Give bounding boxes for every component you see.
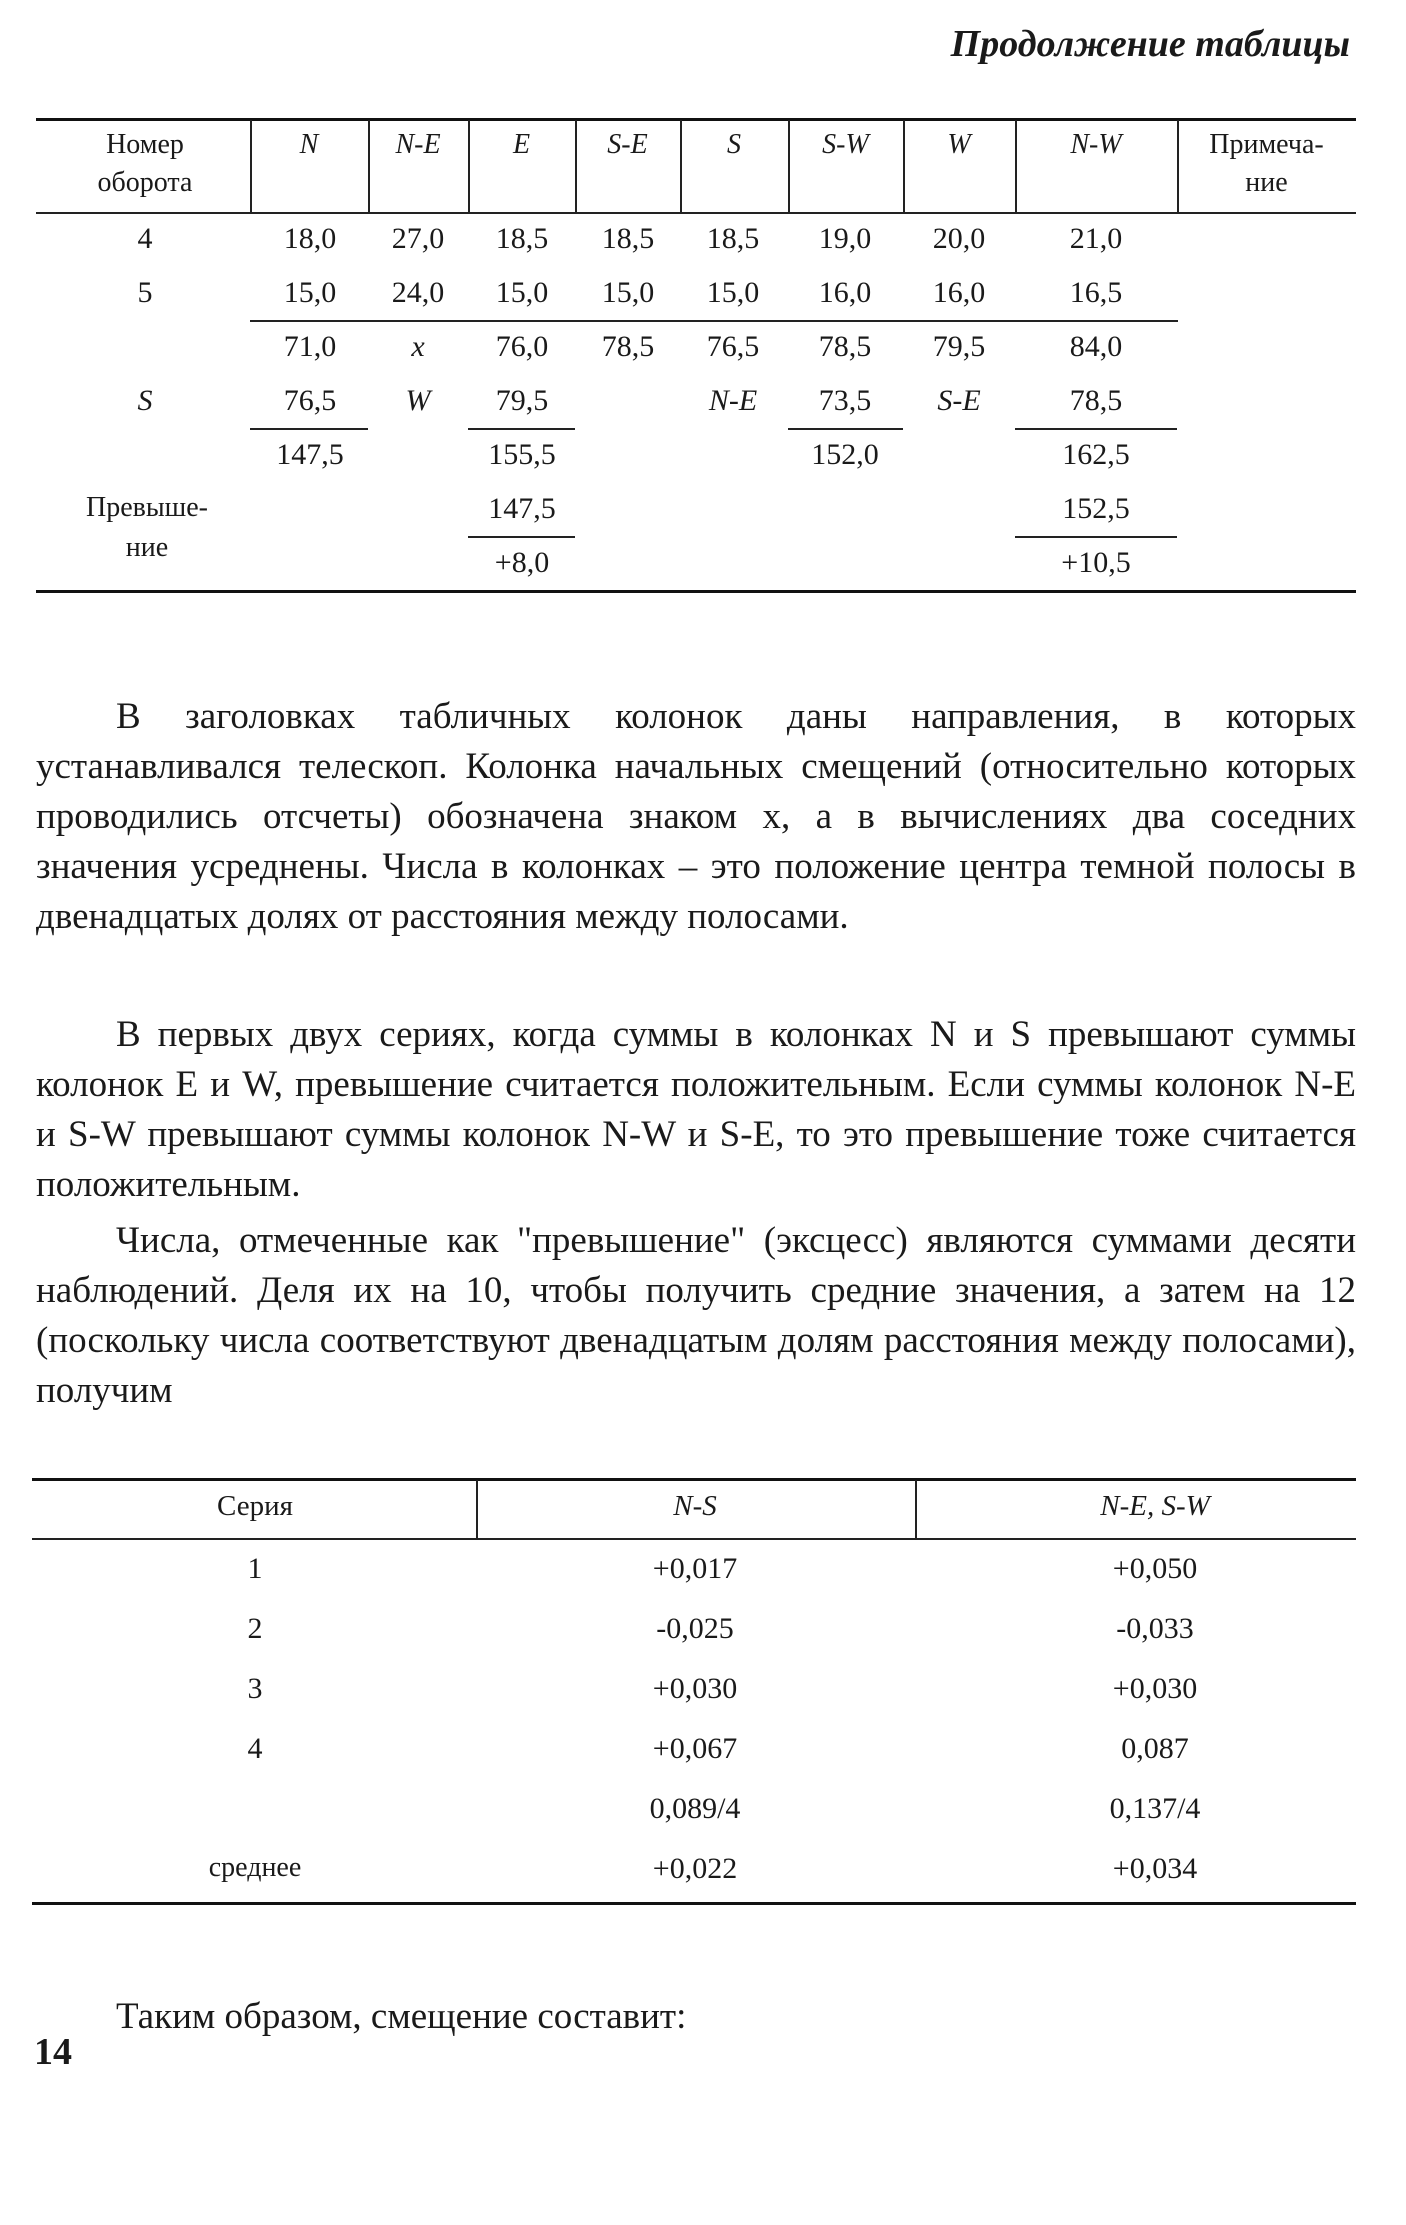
cell-se: 15,0 (601, 276, 655, 309)
cell-ns: 0,089/4 (649, 1792, 741, 1825)
cell-nw: 21,0 (1069, 222, 1123, 255)
sum-rule (250, 428, 368, 430)
cell-nw: 16,5 (1069, 276, 1123, 309)
table-header-border (32, 1538, 1356, 1540)
sum-rule (1015, 428, 1177, 430)
cell-w: 20,0 (932, 222, 986, 255)
cell-w: S-E (937, 384, 981, 417)
row-label: S (137, 384, 153, 417)
sum-rule (250, 320, 1178, 322)
paragraph-sign-rule: В первых двух сериях, когда суммы в колонках N и S превышают суммы колонок E и W, превышение считается положительным. Если суммы колонок N-E и S-W превышают суммы колонок N-W и S-E, то это превышение тоже считается положительным. (36, 1014, 1356, 1205)
header-ne-sw: N-E, S-W (1100, 1490, 1210, 1522)
table-continuation-caption: Продолжение таблицы (950, 23, 1350, 65)
header-se: S-E (607, 129, 648, 160)
header-e: E (512, 129, 531, 160)
table-top-border (32, 1478, 1356, 1481)
col-separator (915, 1480, 917, 1538)
cell-sw: 19,0 (818, 222, 872, 255)
page-number: 14 (34, 2031, 72, 2073)
cell-ns: +0,017 (652, 1552, 738, 1585)
table-top-border (36, 118, 1356, 121)
cell-series: 1 (247, 1552, 263, 1585)
cell-ns: -0,025 (656, 1612, 734, 1645)
cell-ns: +0,022 (652, 1852, 738, 1885)
header-w: W (947, 129, 971, 160)
cell-series: среднее (208, 1852, 302, 1883)
excess-label: Превыше- ние (86, 492, 208, 563)
excess-nw-subtrahend: 152,5 (1062, 492, 1130, 525)
paragraph-averaging: Числа, отмеченные как "превышение" (эксцесс) являются суммами десяти наблюдений. Деля их на 10, чтобы получить средние значения, а затем на 12 (поскольку числа соответствуют двенадцатым долям расстояния между полосами), получим (36, 1220, 1356, 1411)
cell-ne-sw: +0,050 (1112, 1552, 1198, 1585)
sum-rule (788, 428, 903, 430)
cell-ne: 27,0 (391, 222, 445, 255)
cell-nw: 162,5 (1062, 438, 1130, 471)
cell-n: 18,0 (283, 222, 337, 255)
header-ne: N-E (395, 129, 441, 160)
cell-ns: +0,067 (652, 1732, 738, 1765)
row-label: 4 (137, 222, 153, 255)
header-sw: S-W (822, 129, 869, 160)
cell-series: 2 (247, 1612, 263, 1645)
header-series: Серия (217, 1490, 293, 1522)
row-label: 5 (137, 276, 153, 309)
col-separator (476, 1480, 478, 1538)
cell-n: 15,0 (283, 276, 337, 309)
header-turn-number: Номер оборота (97, 129, 193, 198)
closing-sentence: Таким образом, смещение составит: (116, 1996, 687, 2037)
excess-e-subtrahend: 147,5 (488, 492, 556, 525)
cell-series: 3 (247, 1672, 263, 1705)
cell-sw: 73,5 (818, 384, 872, 417)
cell-w: 16,0 (932, 276, 986, 309)
cell-sw: 78,5 (818, 330, 872, 363)
cell-e: 15,0 (495, 276, 549, 309)
header-nw: N-W (1070, 129, 1122, 160)
cell-nw: 84,0 (1069, 330, 1123, 363)
header-n: N (299, 129, 319, 160)
cell-nw: 78,5 (1069, 384, 1123, 417)
cell-ne-sw: -0,033 (1116, 1612, 1194, 1645)
cell-ne-sw: +0,030 (1112, 1672, 1198, 1705)
cell-n: 71,0 (283, 330, 337, 363)
table-bottom-border (32, 1902, 1356, 1905)
cell-se: 78,5 (601, 330, 655, 363)
cell-ne: W (405, 384, 431, 417)
excess-rule (1015, 536, 1177, 538)
table-bottom-border (36, 590, 1356, 593)
cell-ns: +0,030 (652, 1672, 738, 1705)
cell-e: 18,5 (495, 222, 549, 255)
cell-ne-sw: 0,137/4 (1109, 1792, 1201, 1825)
cell-ne: 24,0 (391, 276, 445, 309)
cell-e: 155,5 (488, 438, 556, 471)
excess-e-result: +8,0 (494, 546, 550, 579)
paragraph-directions: В заголовках табличных колонок даны направления, в которых устанавливался телескоп. Колонка начальных смещений (относительно которых проводились отсчеты) обозначена знаком x, а в вычислениях два соседних значения усреднены. Числа в колонках – это положение центра темной полосы в двенадцатых долях от расстояния между полосами. (36, 696, 1356, 937)
cell-s: 18,5 (706, 222, 760, 255)
cell-s: 15,0 (706, 276, 760, 309)
cell-w: 79,5 (932, 330, 986, 363)
cell-s: 76,5 (706, 330, 760, 363)
cell-e: 76,0 (495, 330, 549, 363)
cell-series: 4 (247, 1732, 263, 1765)
cell-ne: x (411, 330, 425, 363)
cell-ne-sw: 0,087 (1121, 1732, 1189, 1765)
sum-rule (468, 428, 575, 430)
excess-nw-result: +10,5 (1061, 546, 1131, 579)
header-ns: N-S (673, 1490, 717, 1522)
header-note: Примеча- ние (1209, 129, 1324, 198)
cell-se: 18,5 (601, 222, 655, 255)
cell-sw: 16,0 (818, 276, 872, 309)
cell-sw: 152,0 (811, 438, 879, 471)
cell-ne-sw: +0,034 (1112, 1852, 1198, 1885)
cell-e: 79,5 (495, 384, 549, 417)
table-header-border (36, 212, 1356, 214)
header-s: S (727, 129, 741, 160)
cell-n: 76,5 (283, 384, 337, 417)
cell-s: N-E (708, 384, 758, 417)
cell-n: 147,5 (276, 438, 344, 471)
excess-rule (468, 536, 575, 538)
